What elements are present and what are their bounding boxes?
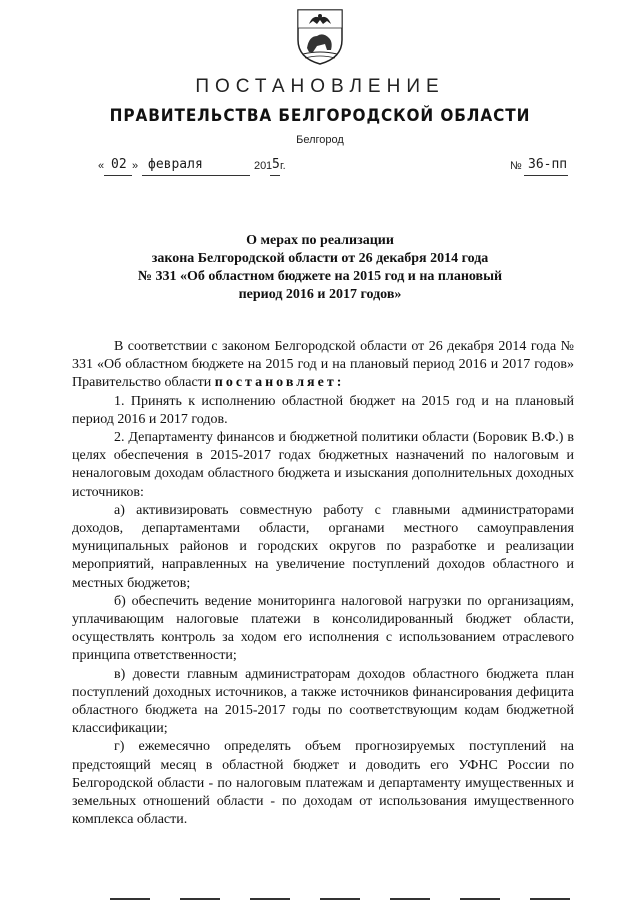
date-number-line [98, 157, 598, 180]
heading-line: закона Белгородской области от 26 декабря 2014 года [151, 251, 489, 266]
date-close-quote: » [132, 160, 139, 172]
intro-paragraph [72, 338, 574, 393]
subparagraph-a: а) активизировать совместную работу с главными администраторами доходов, департаментами области, органами местного самоуправления муниципальных районов и городских округов по разработке и реализации мероприятий, направленных на увеличение поступлений доходов областного и местных бюджетов; [72, 502, 574, 591]
date-year-hand: 5 [272, 157, 280, 172]
month-underline [142, 175, 250, 176]
date-month: февраля [148, 157, 203, 172]
decree-keyword: постановляет: [214, 375, 345, 391]
document-number: 36-пп [528, 157, 568, 172]
date-year-prefix: 20 [254, 160, 267, 172]
date-day: 02 [111, 157, 127, 172]
document-type-title: ПОСТАНОВЛЕНИЕ [195, 76, 445, 97]
subparagraph-v: в) довести главным администраторам доходов областного бюджета план поступлений доходных источников, а также источников финансирования дефицита областного бюджета на 2015-2017 годы по соответствующим кодам бюджетной классификации; [72, 666, 574, 737]
document-body [72, 338, 574, 829]
intro-text: В соответствии с законом Белгородской области от 26 декабря 2014 года № 331 «Об областном бюджете на 2015 год и на плановый период 2016 и 2017 годов» Правительство области [72, 339, 574, 391]
date-year-digit: 1 [266, 160, 273, 172]
coat-of-arms-emblem [295, 6, 345, 66]
year-underline [270, 175, 280, 176]
date-year-suffix: г. [280, 160, 286, 172]
day-underline [104, 175, 132, 176]
number-label: № [510, 160, 522, 172]
paragraph-1: 1. Принять к исполнению областной бюджет на 2015 год и на плановый период 2016 и 2017 годов. [72, 393, 574, 427]
subparagraph-b: б) обеспечить ведение мониторинга налоговой нагрузки по организациям, уплачивающим налоговые платежи в консолидированный бюджет области, осуществлять контроль за ходом его исполнения с использованием отраслевого принципа ответственности; [72, 593, 574, 664]
heading-line: № 331 «Об областном бюджете на 2015 год и на плановый [137, 269, 503, 284]
heading-line: период 2016 и 2017 годов» [238, 287, 402, 302]
date-open-quote: « [98, 160, 105, 172]
city-label: Белгород [296, 134, 344, 146]
document-heading [0, 232, 640, 304]
issuing-authority-title: ПРАВИТЕЛЬСТВА БЕЛГОРОДСКОЙ ОБЛАСТИ [109, 106, 531, 126]
heading-line: О мерах по реализации [246, 233, 394, 248]
number-underline [524, 175, 568, 176]
page-bottom-edge-marks [110, 898, 630, 901]
paragraph-2: 2. Департаменту финансов и бюджетной политики области (Боровик В.Ф.) в целях обеспечения в 2015-2017 годах бюджетных назначений по налоговым и неналоговым доходам областного бюджета и изыскания дополнительных доходных источников: [72, 430, 574, 500]
subparagraph-g: г) ежемесячно определять объем прогнозируемых поступлений на предстоящий месяц в областной бюджет и доводить его УФНС России по Белгородской области - по налоговым платежам и департаменту имущественных и земельных отношений области - по доходам от использования имущественного комплекса области. [72, 739, 574, 828]
